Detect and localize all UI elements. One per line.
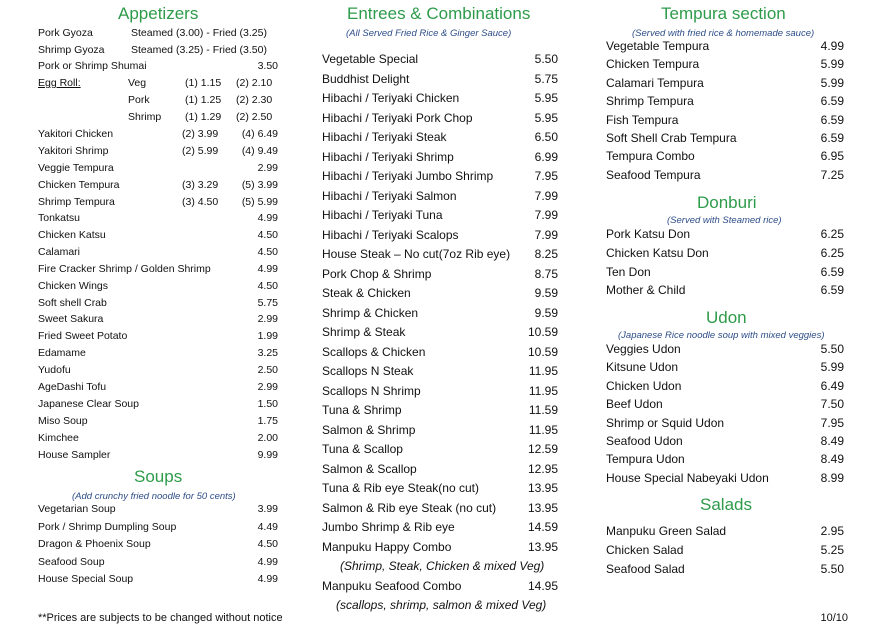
item-price: 9.99 (257, 448, 278, 461)
item-price: 12.59 (527, 442, 558, 456)
combo-description: (Shrimp, Steak, Chicken & mixed Veg) (340, 559, 545, 573)
item-price: 3.50 (257, 60, 278, 72)
item-price: 6.25 (820, 245, 844, 260)
item-price: 4.99 (257, 262, 278, 275)
item-name: Kitsune Udon (606, 360, 679, 375)
egg-roll-kind: Veg (128, 77, 147, 89)
item-price: 7.25 (820, 167, 844, 182)
item-name: Soft shell Crab (38, 296, 107, 309)
item-name: Chicken Salad (606, 543, 684, 557)
item-price: 7.95 (820, 415, 844, 430)
item-name: Hibachi / Teriyaki Tuna (322, 208, 443, 222)
item-price: 5.50 (534, 52, 558, 66)
item-price: 2.95 (820, 524, 844, 538)
item-price-small: (3) 4.50 (182, 196, 219, 208)
item-price: 5.99 (820, 75, 844, 90)
egg-roll-kind: Shrimp (128, 111, 162, 123)
item-price: 5.95 (534, 110, 558, 125)
item-name: Vegetable Tempura (606, 39, 710, 53)
item-price: 4.99 (257, 555, 278, 568)
item-price: 4.50 (257, 538, 278, 550)
item-name: Yakitori Shrimp (38, 145, 109, 157)
item-name: Chicken Udon (606, 378, 682, 393)
tempura-note: (Served with fried rice & homemade sauce) (632, 28, 815, 39)
item-price: 5.99 (820, 57, 844, 72)
item-name: Salmon & Scallop (322, 461, 417, 476)
item-name: Shrimp & Steak (322, 325, 406, 339)
item-price: 7.50 (820, 397, 844, 412)
item-price: 4.99 (257, 573, 278, 585)
combo-description: (scallops, shrimp, salmon & mixed Veg) (336, 598, 547, 612)
item-price: 7.99 (534, 227, 558, 242)
item-name: Miso Soup (38, 414, 88, 427)
egg-roll-label: Egg Roll: (38, 77, 81, 89)
item-price-double: (2) 2.30 (236, 94, 273, 106)
item-price: 5.50 (820, 342, 844, 356)
udon-note: (Japanese Rice noodle soup with mixed veggies) (618, 330, 825, 341)
item-name: Yudofu (38, 364, 71, 377)
item-name: House Special Soup (38, 573, 134, 585)
item-price: 11.59 (528, 403, 558, 417)
item-price: 5.75 (534, 71, 558, 86)
entrees-note: (All Served Fried Rice & Ginger Sauce) (346, 28, 512, 39)
page-number: 10/10 (820, 612, 848, 624)
item-price-large: 2.99 (257, 162, 278, 174)
item-price-double: (2) 2.10 (236, 77, 273, 89)
item-price: 6.59 (820, 112, 844, 127)
item-price-single: (1) 1.29 (185, 111, 222, 123)
item-name: Seafood Salad (606, 562, 685, 576)
item-price: 4.99 (257, 212, 278, 224)
item-price: 2.99 (257, 313, 278, 326)
item-name: Fire Cracker Shrimp / Golden Shrimp (38, 262, 211, 275)
item-price: 5.25 (820, 543, 844, 557)
item-price: 11.95 (528, 422, 558, 437)
item-name: House Steak – No cut(7oz Rib eye) (322, 247, 511, 261)
item-name: Ten Don (606, 264, 651, 279)
item-price-small: (3) 3.29 (182, 179, 219, 191)
item-price: 10.59 (527, 344, 558, 359)
item-price: 7.99 (534, 188, 558, 203)
item-price: 13.95 (527, 481, 558, 495)
item-name: Pork Gyoza (38, 27, 93, 39)
item-name: Seafood Soup (38, 555, 105, 568)
item-name: Chicken Katsu (38, 228, 106, 241)
item-name: Veggies Udon (606, 342, 681, 356)
item-name: Chicken Katsu Don (606, 245, 709, 260)
item-name: Veggie Tempura (38, 162, 114, 174)
item-price: 6.99 (534, 149, 558, 164)
item-name: Hibachi / Teriyaki Steak (322, 130, 447, 144)
item-name: House Sampler (38, 448, 111, 461)
item-price: 4.50 (257, 228, 278, 241)
item-name: Hibachi / Teriyaki Salmon (322, 188, 457, 203)
item-name: Hibachi / Teriyaki Shrimp (322, 149, 454, 164)
item-price: 6.59 (820, 131, 844, 145)
item-name: Scallops & Chicken (322, 344, 426, 359)
item-name: Vegetarian Soup (38, 503, 116, 515)
item-name: Tuna & Scallop (322, 442, 403, 456)
item-name: Buddhist Delight (322, 71, 410, 86)
item-price: 9.59 (534, 305, 558, 320)
item-price: 14.95 (527, 578, 558, 593)
item-price: 13.95 (527, 500, 558, 515)
item-name: Tuna & Rib eye Steak(no cut) (322, 481, 479, 495)
item-price: 1.50 (257, 397, 278, 410)
item-price: 8.49 (820, 452, 844, 467)
item-price-large: (4) 9.49 (241, 145, 278, 157)
donburi-heading: Donburi (697, 193, 757, 212)
item-price: 8.49 (820, 434, 844, 448)
item-name: Edamame (38, 347, 86, 360)
item-name: Dragon & Phoenix Soup (38, 538, 151, 550)
item-name: Pork Katsu Don (606, 227, 691, 241)
item-price: 9.59 (534, 286, 558, 300)
item-name: Soft Shell Crab Tempura (606, 131, 737, 145)
item-name: Hibachi / Teriyaki Pork Chop (322, 110, 473, 125)
item-name: Fried Sweet Potato (38, 330, 128, 343)
item-name: Salmon & Shrimp (322, 422, 416, 437)
item-price: 6.59 (820, 283, 844, 298)
item-name: Vegetable Special (322, 52, 419, 66)
item-price: 10.59 (527, 325, 558, 339)
price-disclaimer: **Prices are subjects to be changed without notice (38, 612, 283, 624)
item-name: Chicken Tempura (606, 57, 700, 72)
item-name: Shrimp Tempura (606, 94, 694, 109)
item-price: 7.99 (534, 208, 558, 222)
egg-roll-kind: Pork (128, 94, 150, 106)
item-price: 8.99 (820, 470, 844, 485)
item-price: 4.99 (820, 39, 844, 53)
item-price: 8.75 (534, 266, 558, 281)
item-name: Steak & Chicken (322, 286, 411, 300)
item-price: 14.59 (527, 520, 558, 534)
item-price-single: (1) 1.15 (185, 77, 222, 89)
item-name: Calamari (38, 245, 81, 258)
soups-heading: Soups (134, 467, 183, 486)
item-price: 6.59 (820, 264, 844, 279)
appetizers-heading: Appetizers (118, 4, 199, 23)
item-name: Fish Tempura (606, 112, 679, 127)
item-name: Hibachi / Teriyaki Scalops (322, 227, 459, 242)
item-price-large: (4) 6.49 (241, 128, 278, 140)
item-price: 2.00 (257, 431, 278, 444)
item-price: 12.95 (527, 461, 558, 476)
item-name: Chicken Tempura (38, 179, 120, 191)
item-name: Jumbo Shrimp & Rib eye (322, 520, 455, 534)
item-price: 1.99 (257, 330, 278, 343)
item-name: Scallops N Steak (322, 364, 414, 378)
item-name: Sweet Sakura (38, 313, 104, 326)
item-price: 4.50 (257, 279, 278, 292)
item-price: 7.95 (534, 169, 558, 183)
salads-heading: Salads (700, 495, 752, 514)
item-name: Seafood Udon (606, 434, 683, 448)
item-name: Yakitori Chicken (38, 128, 114, 140)
udon-heading: Udon (706, 308, 747, 327)
item-name: Pork or Shrimp Shumai (38, 60, 147, 72)
item-name: Tuna & Shrimp (322, 403, 402, 417)
item-name: Scallops N Shrimp (322, 383, 421, 398)
item-price: 6.49 (820, 378, 844, 393)
item-price: 11.95 (528, 383, 558, 398)
item-price: 5.75 (257, 296, 278, 309)
soups-note: (Add crunchy fried noodle for 50 cents) (72, 491, 236, 502)
item-name: Hibachi / Teriyaki Jumbo Shrimp (322, 169, 494, 183)
tempura-heading: Tempura section (661, 4, 786, 23)
item-name: Shrimp or Squid Udon (606, 415, 725, 430)
donburi-note: (Served with Steamed rice) (667, 215, 782, 226)
item-name: House Special Nabeyaki Udon (606, 470, 769, 485)
item-price-detail: Steamed (3.00) - Fried (3.25) (131, 27, 267, 39)
item-price-single: (1) 1.25 (185, 94, 222, 106)
item-price: 4.49 (257, 520, 278, 533)
entrees-heading: Entrees & Combinations (347, 4, 531, 23)
item-price: 5.95 (534, 91, 558, 105)
item-price: 6.50 (534, 130, 558, 144)
item-name: Salmon & Rib eye Steak (no cut) (322, 500, 497, 515)
item-price-large: (5) 3.99 (241, 179, 278, 191)
item-price: 2.50 (257, 364, 278, 377)
item-name: Hibachi / Teriyaki Chicken (322, 91, 460, 105)
item-price: 6.25 (820, 227, 844, 241)
item-name: Shrimp & Chicken (322, 305, 419, 320)
item-name: Tempura Combo (606, 149, 695, 164)
item-name: Shrimp Gyoza (38, 43, 105, 56)
item-name: Pork / Shrimp Dumpling Soup (38, 520, 177, 533)
item-name: Seafood Tempura (606, 167, 701, 182)
item-name: Pork Chop & Shrimp (322, 266, 432, 281)
item-name: Manpuku Seafood Combo (322, 578, 462, 593)
item-name: Manpuku Happy Combo (322, 539, 452, 554)
item-name: Shrimp Tempura (38, 196, 115, 208)
item-price-double: (2) 2.50 (236, 111, 273, 123)
item-price: 6.59 (820, 94, 844, 109)
item-price: 5.99 (820, 360, 844, 375)
item-price-large: (5) 5.99 (241, 196, 278, 208)
item-price: 3.25 (257, 347, 278, 360)
item-price: 2.99 (257, 381, 278, 393)
item-name: AgeDashi Tofu (38, 381, 107, 393)
item-price: 5.50 (820, 562, 844, 576)
item-name: Calamari Tempura (606, 75, 704, 90)
item-price: 4.50 (257, 245, 278, 258)
item-price: 3.99 (257, 503, 278, 515)
item-name: Mother & Child (606, 283, 686, 298)
item-price-small: (2) 5.99 (182, 145, 219, 157)
item-price: 8.25 (534, 247, 558, 261)
item-price-detail: Steamed (3.25) - Fried (3.50) (131, 43, 267, 56)
item-name: Manpuku Green Salad (606, 524, 727, 538)
item-price-small: (2) 3.99 (182, 128, 219, 140)
item-name: Kimchee (38, 431, 79, 444)
item-name: Chicken Wings (38, 279, 109, 292)
item-name: Japanese Clear Soup (38, 397, 139, 410)
item-price: 6.95 (820, 149, 844, 164)
item-price: 13.95 (527, 539, 558, 554)
item-name: Beef Udon (606, 397, 663, 412)
item-name: Tonkatsu (38, 212, 81, 224)
item-price: 11.95 (528, 364, 558, 378)
item-price: 1.75 (257, 414, 278, 427)
item-name: Tempura Udon (606, 452, 685, 467)
